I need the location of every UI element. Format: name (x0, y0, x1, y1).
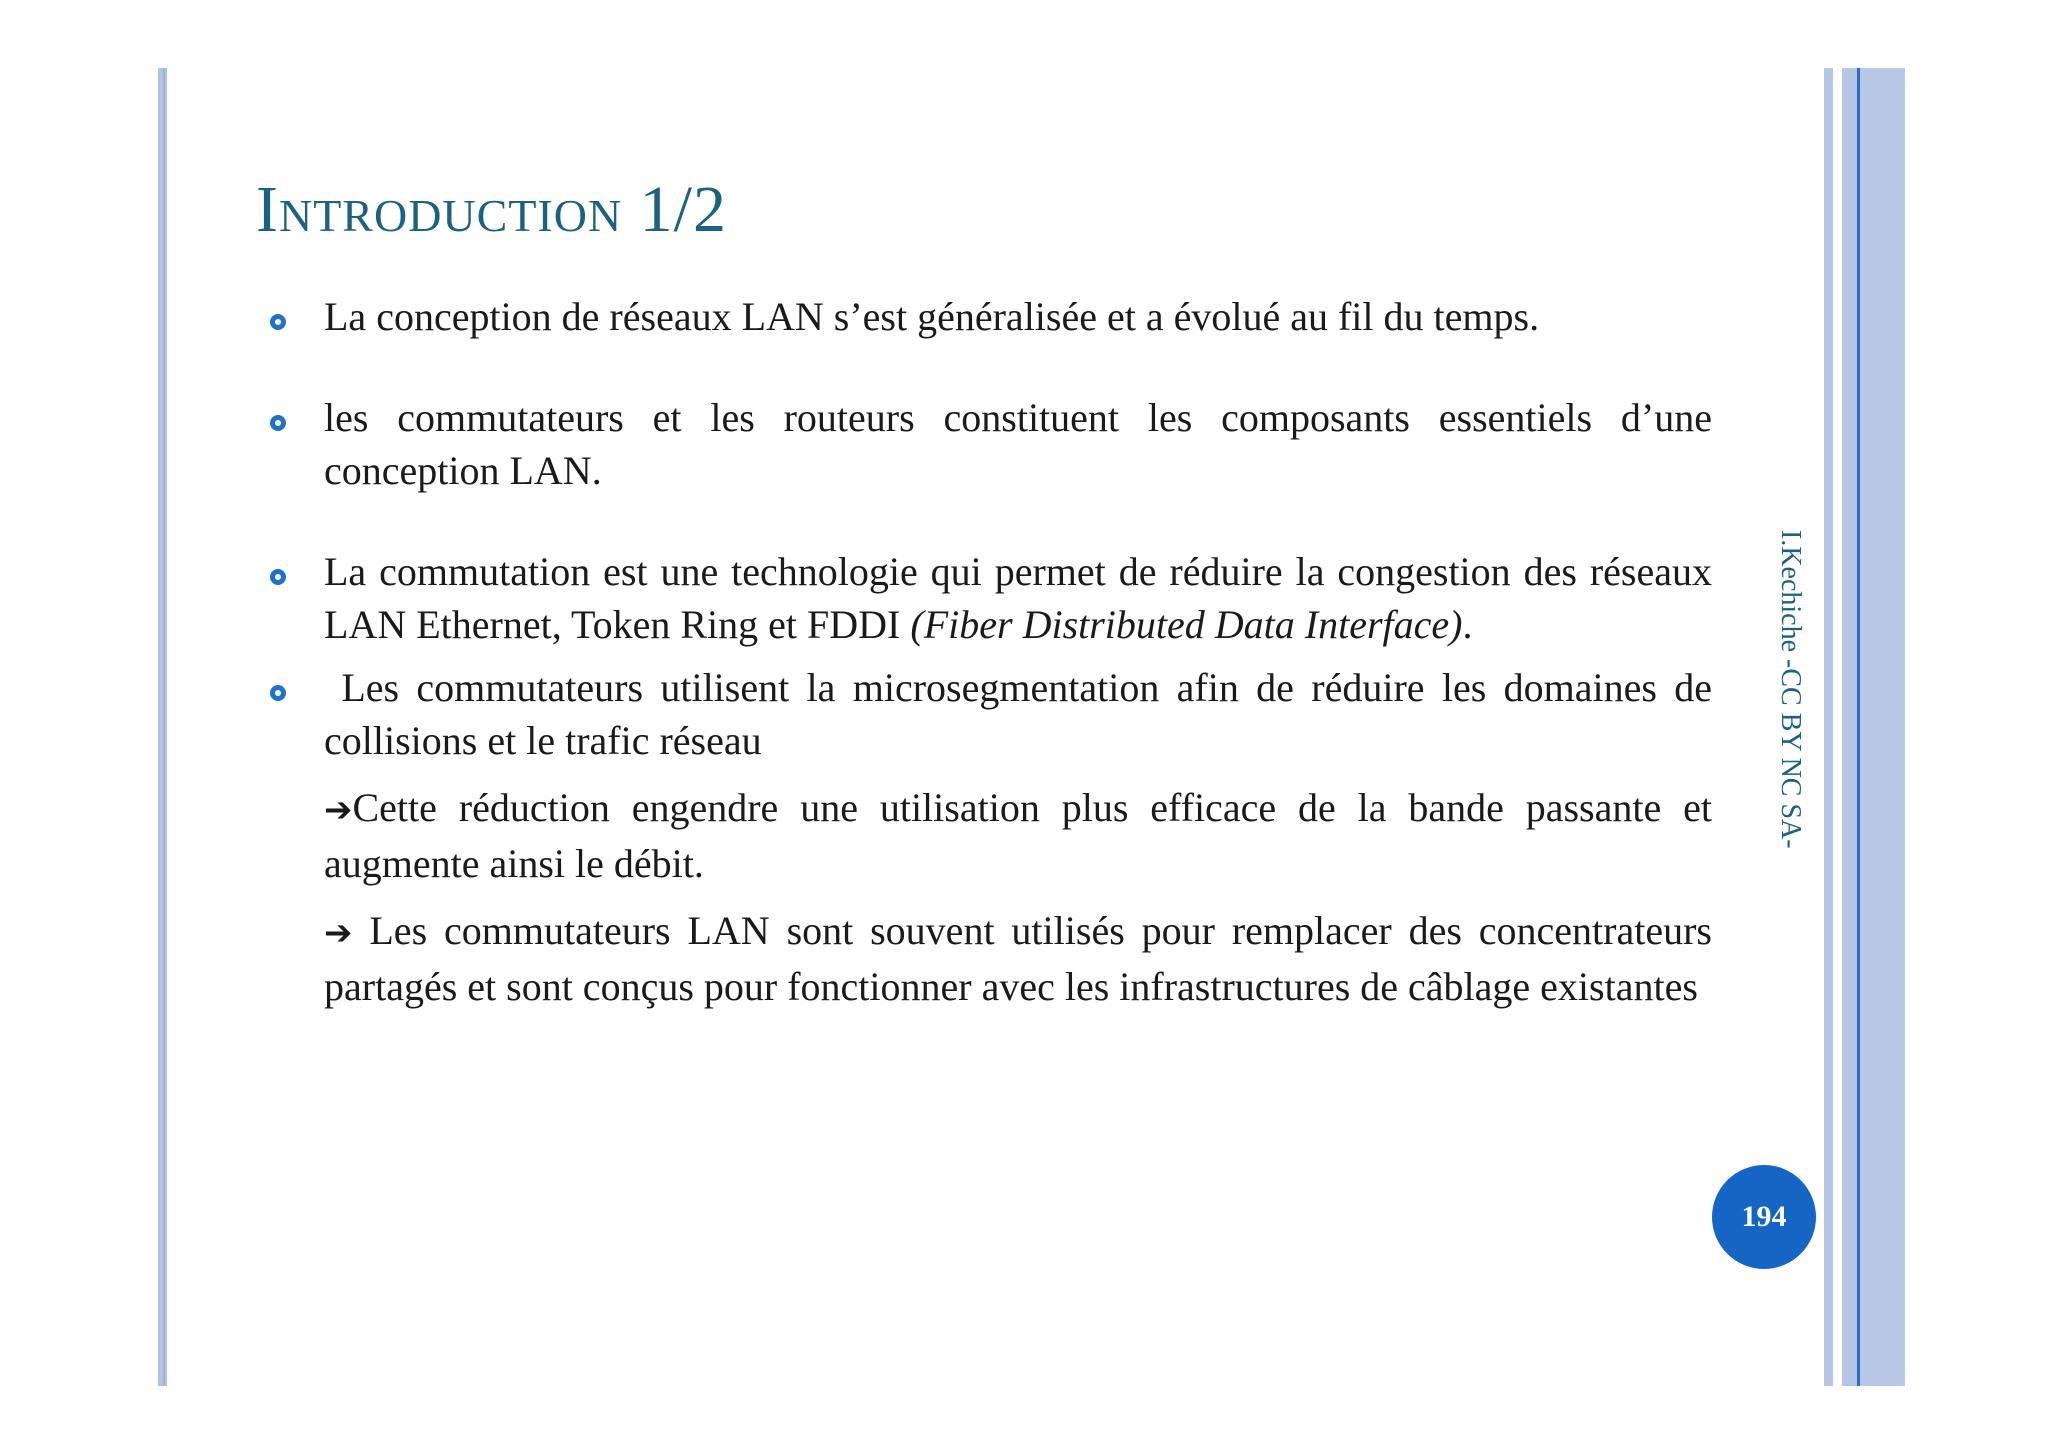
slide-title: Introduction 1/2 (256, 173, 728, 246)
bullet-item-1 (268, 290, 1712, 343)
bullet-item-3 (268, 545, 1712, 651)
sub-point-text: Cette réduction engendre une utilisation plus efficace de la bande passante et augmente ainsi le débit. (324, 785, 1712, 886)
hollow-circle-bullet-icon (270, 685, 286, 701)
bullet-list (268, 290, 1722, 1061)
page-number-badge: 194 (1712, 1165, 1816, 1269)
hollow-circle-bullet-icon (270, 569, 286, 585)
bullet-italic-expansion: (Fiber Distributed Data Interface) (910, 602, 1463, 647)
bullet-text-3 (324, 545, 1712, 651)
bullet-text: La conception de réseaux LAN s’est généralisée et a évolué au fil du temps. (324, 294, 1540, 339)
author-license-label: I.Kechiche -CC BY NC SA- (1775, 530, 1806, 849)
right-decorative-rule-3 (1860, 68, 1905, 1386)
sub-point-1 (324, 781, 1712, 890)
hollow-circle-bullet-icon (270, 314, 286, 330)
right-decorative-rule-1 (1824, 68, 1833, 1386)
bullet-text: Les commutateurs utilisent la microsegmentation afin de réduire les domaines de collisions et le trafic réseau (324, 665, 1722, 763)
right-arrow-icon: ➔ (324, 790, 353, 830)
hollow-circle-bullet-icon (270, 415, 286, 431)
sub-point-2 (324, 904, 1722, 1013)
bullet-text: La commutation est une technologie qui permet de réduire la congestion des réseaux LAN Ethernet, Token Ring et FDDI (324, 549, 1712, 647)
left-decorative-rule-inner (163, 68, 165, 1386)
right-arrow-icon: ➔ (324, 913, 353, 953)
sub-point-text: Les commutateurs LAN sont souvent utilisés pour remplacer des concentrateurs partagés et sont conçus pour fonctionner avec les infrastructures de câblage existantes (324, 908, 1722, 1009)
bullet-item-2 (268, 391, 1712, 497)
right-decorative-rule-2 (1842, 68, 1857, 1386)
bullet-item-4 (268, 661, 1722, 1013)
bullet-suffix: . (1462, 602, 1473, 647)
bullet-text: les commutateurs et les routeurs constituent les composants essentiels d’une conception LAN. (324, 395, 1712, 493)
